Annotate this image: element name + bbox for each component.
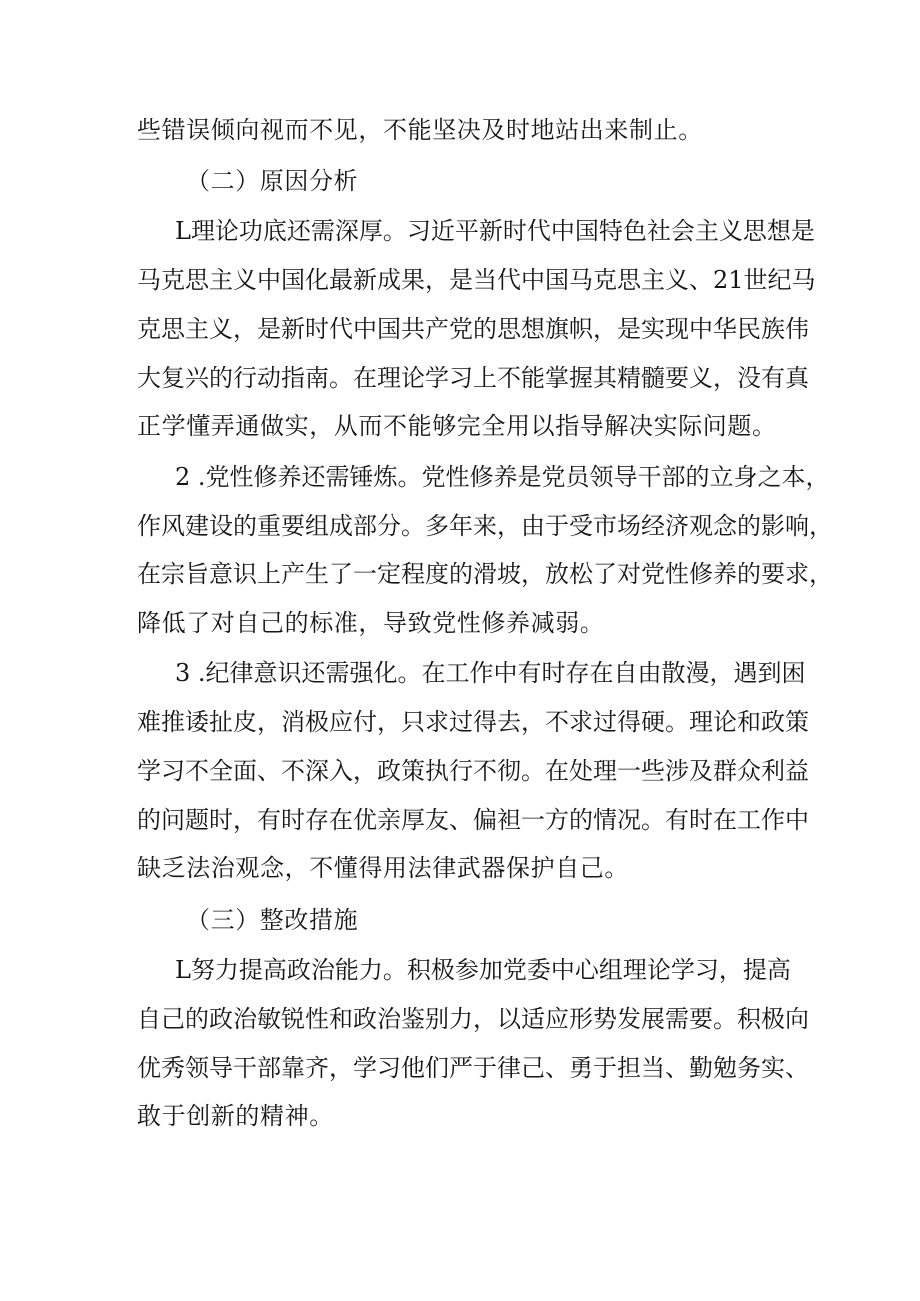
text-line: 的问题时，有时存在优亲厚友、偏袒一方的情况。有时在工作中 xyxy=(137,806,809,834)
text-line: 3 .纪律意识还需强化。在工作中有时存在自由散漫，遇到困 xyxy=(175,659,806,687)
text-line: 缺乏法治观念，不懂得用法律武器保护自己。 xyxy=(137,854,629,882)
text-line: 2 .党性修养还需锤炼。党性修养是党员领导干部的立身之本， xyxy=(175,463,830,491)
text-line: L理论功底还需深厚。习近平新时代中国特色社会主义思想是 xyxy=(175,217,815,245)
text-line: 马克思主义中国化最新成果，是当代中国马克思主义、21世纪马 xyxy=(137,266,816,294)
text-line: 些错误倾向视而不见，不能坚决及时地站出来制止。 xyxy=(137,116,703,144)
text-line: L努力提高政治能力。积极参加党委中心组理论学习，提高 xyxy=(175,956,791,984)
text-line: 学习不全面、不深入，政策执行不彻。在处理一些涉及群众利益 xyxy=(137,757,809,785)
text-line: 敢于创新的精神。 xyxy=(137,1102,334,1130)
text-line: 大复兴的行动指南。在理论学习上不能掌握其精髓要义，没有真 xyxy=(137,364,809,392)
text-line: 在宗旨意识上产生了一定程度的滑坡，放松了对党性修养的要求， xyxy=(137,560,833,588)
section-heading-cause-analysis: （二）原因分析 xyxy=(186,167,359,195)
text-line: 优秀领导干部靠齐，学习他们严于律己、勇于担当、勤勉务实、 xyxy=(137,1054,809,1082)
text-line: 克思主义，是新时代中国共产党的思想旗帜，是实现中华民族伟 xyxy=(137,315,809,343)
text-line: 降低了对自己的标准，导致党性修养减弱。 xyxy=(137,609,605,637)
text-line: 难推诿扯皮，消极应付，只求过得去，不求过得硬。理论和政策 xyxy=(137,708,809,736)
section-heading-rectification-measures: （三）整改措施 xyxy=(186,906,359,934)
text-line: 作风建设的重要组成部分。多年来，由于受市场经济观念的影响， xyxy=(137,512,833,540)
text-line: 自己的政治敏锐性和政治鉴别力，以适应形势发展需要。积极向 xyxy=(137,1005,809,1033)
text-line: 正学懂弄通做实，从而不能够完全用以指导解决实际问题。 xyxy=(137,412,777,440)
